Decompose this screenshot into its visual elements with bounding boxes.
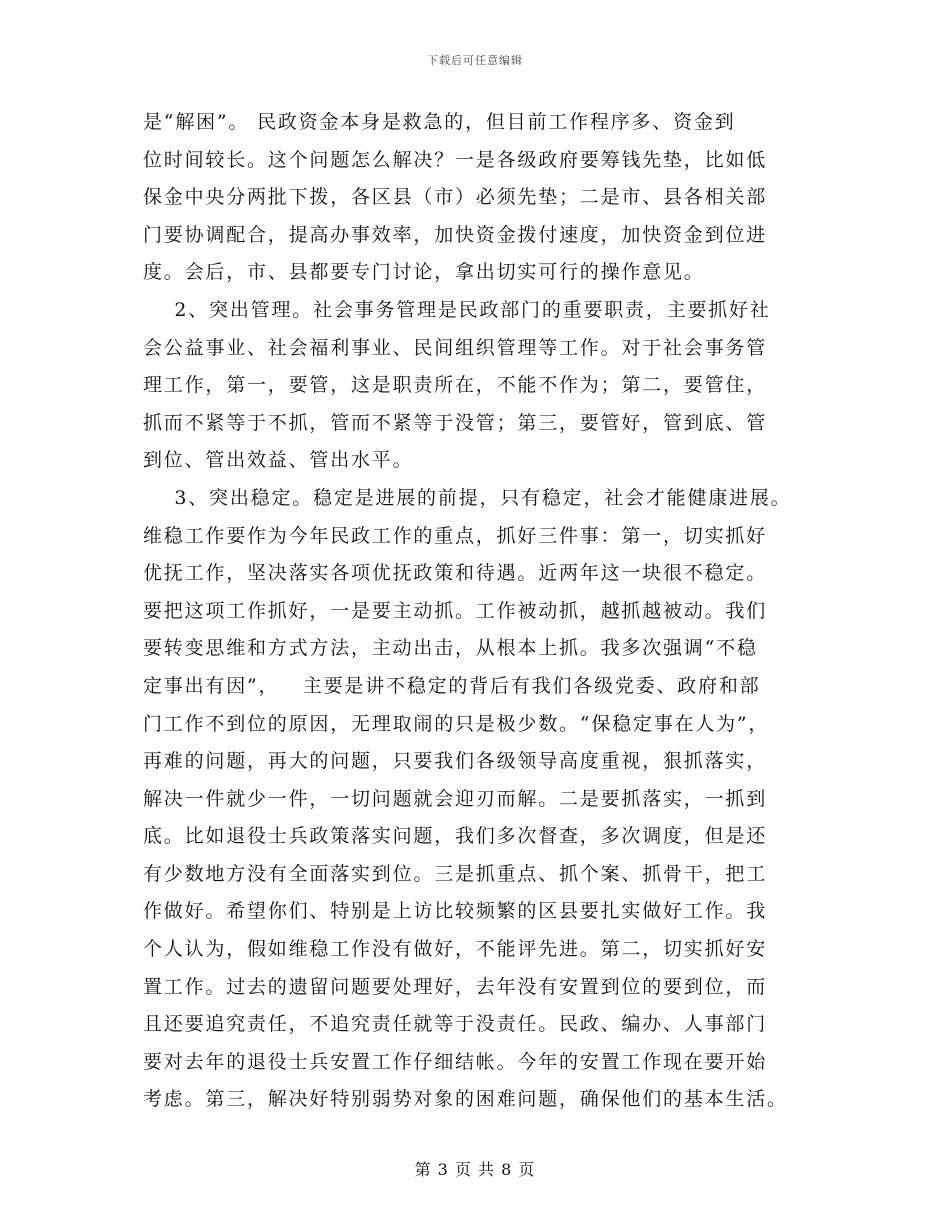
- document-body: [143, 104, 833, 1119]
- text-line: 是“解困”。 民政资金本身是救急的，但目前工作程序多、资金到: [143, 111, 736, 133]
- text-line: 门要协调配合，提高办事效率，加快资金拨付速度，加快资金到位进: [143, 223, 768, 246]
- text-line: 要转变思维和方式方法，主动出击，从根本上抓。我多次强调“不稳: [143, 637, 758, 660]
- text-line: 优抚工作，坚决落实各项优抚政策和待遇。近两年这一块很不稳定。: [143, 562, 768, 585]
- text-line: 3、突出稳定。稳定是进展的前提，只有稳定，社会才能健康进展。: [143, 486, 792, 509]
- text-line: 门工作不到位的原因，无理取闹的只是极少数。“保稳定事在人为”，: [143, 712, 770, 735]
- text-line: 2、突出管理。社会事务管理是民政部门的重要职责，主要抓好社: [143, 298, 771, 321]
- text-line: 要对去年的退役士兵安置工作仔细结帐。今年的安置工作现在要开始: [143, 1050, 768, 1073]
- text-line: 个人认为，假如维稳工作没有做好，不能评先进。第二，切实抓好安: [143, 938, 768, 961]
- text-line: 度。会后，市、县都要专门讨论，拿出切实可行的操作意见。: [143, 261, 705, 284]
- text-line: 有少数地方没有全面落实到位。三是抓重点、抓个案、抓骨干，把工: [143, 862, 768, 885]
- text-line: 位时间较长。这个问题怎么解决？一是各级政府要筹钱先垫，比如低: [143, 148, 768, 171]
- text-line: 到位、管出效益、管出水平。: [143, 449, 414, 472]
- text-line: 作做好。希望你们、特别是上访比较频繁的区县要扎实做好工作。我: [143, 900, 768, 923]
- text-line: 抓而不紧等于不抓，管而不紧等于没管；第三，要管好，管到底、管: [143, 411, 768, 434]
- text-line: 要把这项工作抓好，一是要主动抓。工作被动抓，越抓越被动。我们: [143, 599, 768, 622]
- text-line: 且还要追究责任，不追究责任就等于没责任。民政、编办、人事部门: [143, 1013, 768, 1036]
- text-line: 理工作，第一，要管，这是职责所在，不能不作为；第二，要管住，: [143, 374, 768, 397]
- text-line: 置工作。过去的遗留问题要处理好，去年没有安置到位的要到位，而: [143, 975, 768, 998]
- text-line: 底。比如退役士兵政策落实问题，我们多次督查，多次调度，但是还: [143, 825, 768, 848]
- page-footer: 第 3 页 共 8 页: [414, 1160, 536, 1179]
- text-line: 保金中央分两批下拨，各区县（市）必须先垫；二是市、县各相关部: [143, 186, 768, 209]
- text-line: 会公益事业、社会福利事业、民间组织管理等工作。对于社会事务管: [143, 336, 768, 359]
- text-line: 维稳工作要作为今年民政工作的重点，抓好三件事：第一，切实抓好: [143, 524, 768, 547]
- text-line: 解决一件就少一件，一切问题就会迎刃而解。二是要抓落实，一抓到: [143, 787, 768, 810]
- text-line: 考虑。第三，解决好特别弱势对象的困难问题，确保他们的基本生活。: [143, 1088, 788, 1111]
- page-header: 下载后可任意编辑: [427, 54, 523, 67]
- text-line: 定事出有因”， 主要是讲不稳定的背后有我们各级党委、政府和部: [143, 674, 761, 697]
- text-line: 再难的问题，再大的问题，只要我们各级领导高度重视，狠抓落实，: [143, 750, 768, 773]
